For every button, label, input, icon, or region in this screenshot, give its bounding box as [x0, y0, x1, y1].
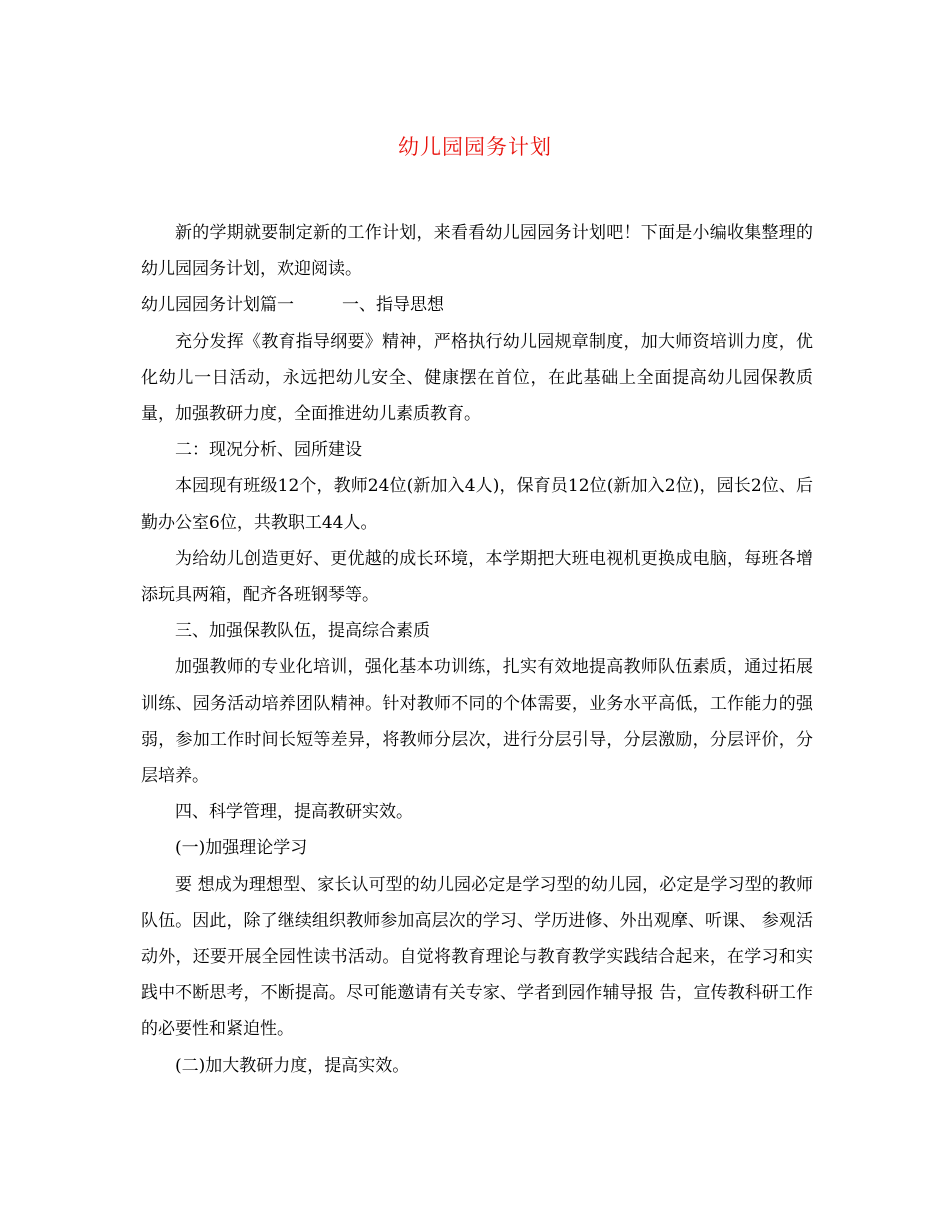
- section2-heading: 二：现况分析、园所建设: [175, 440, 362, 461]
- section2-paragraph-staff: 本园现有班级12个，教师24位(新加入4人)，保育员12位(新加入2位)，园长2位、后勤办公室6位，共教职工44人。: [141, 476, 813, 533]
- section1-paragraph: 充分发挥《教育指导纲要》精神，严格执行幼儿园规章制度，加大师资培训力度，优化幼儿一日活动，永远把幼儿安全、健康摆在首位，在此基础上全面提高幼儿园保教质量，加强教研力度，全面推进幼儿素质教育。: [141, 331, 813, 425]
- section3-paragraph: 加强教师的专业化培训，强化基本功训练，扎实有效地提高教师队伍素质，通过拓展训练、园务活动培养团队精神。针对教师不同的个体需要，业务水平高低，工作能力的强弱，参加工作时间长短等差异，将教师分层次，进行分层引导，分层激励，分层评价，分层培养。: [141, 657, 813, 787]
- section2-paragraph-facilities: 为给幼儿创造更好、更优越的成长环境，本学期把大班电视机更换成电脑，每班各增添玩具两箱，配齐各班钢琴等。: [141, 548, 813, 606]
- section3-heading: 三、加强保教队伍，提高综合素质: [175, 621, 430, 642]
- subsection1-paragraph: 要 想成为理想型、家长认可型的幼儿园必定是学习型的幼儿园，必定是学习型的教师队伍。因此，除了继续组织教师参加高层次的学习、学历进修、外出观摩、听课、 参观活动外，还要开展全园性读书活动。自觉将教育理论与教育教学实践结合起来，在学习和实践中不断思考，不断提高。尽可能邀请有关专家、学者到园作辅导报 告，宣传教科研工作的必要性和紧迫性。: [141, 874, 813, 1040]
- intro-paragraph: 新的学期就要制定新的工作计划，来看看幼儿园园务计划吧！下面是小编收集整理的幼儿园园务计划，欢迎阅读。: [141, 223, 813, 280]
- part-label: 幼儿园园务计划篇一: [141, 295, 294, 316]
- part-heading-line: [141, 287, 813, 323]
- document-body: [141, 215, 813, 1084]
- section1-heading: 一、指导思想: [342, 295, 444, 316]
- section4-heading: 四、科学管理，提高教研实效。: [175, 802, 413, 823]
- document-title: 幼儿园园务计划: [398, 135, 552, 159]
- subsection2-heading: (二)加大教研力度，提高实效。: [175, 1055, 410, 1076]
- subsection1-heading: (一)加强理论学习: [175, 838, 308, 859]
